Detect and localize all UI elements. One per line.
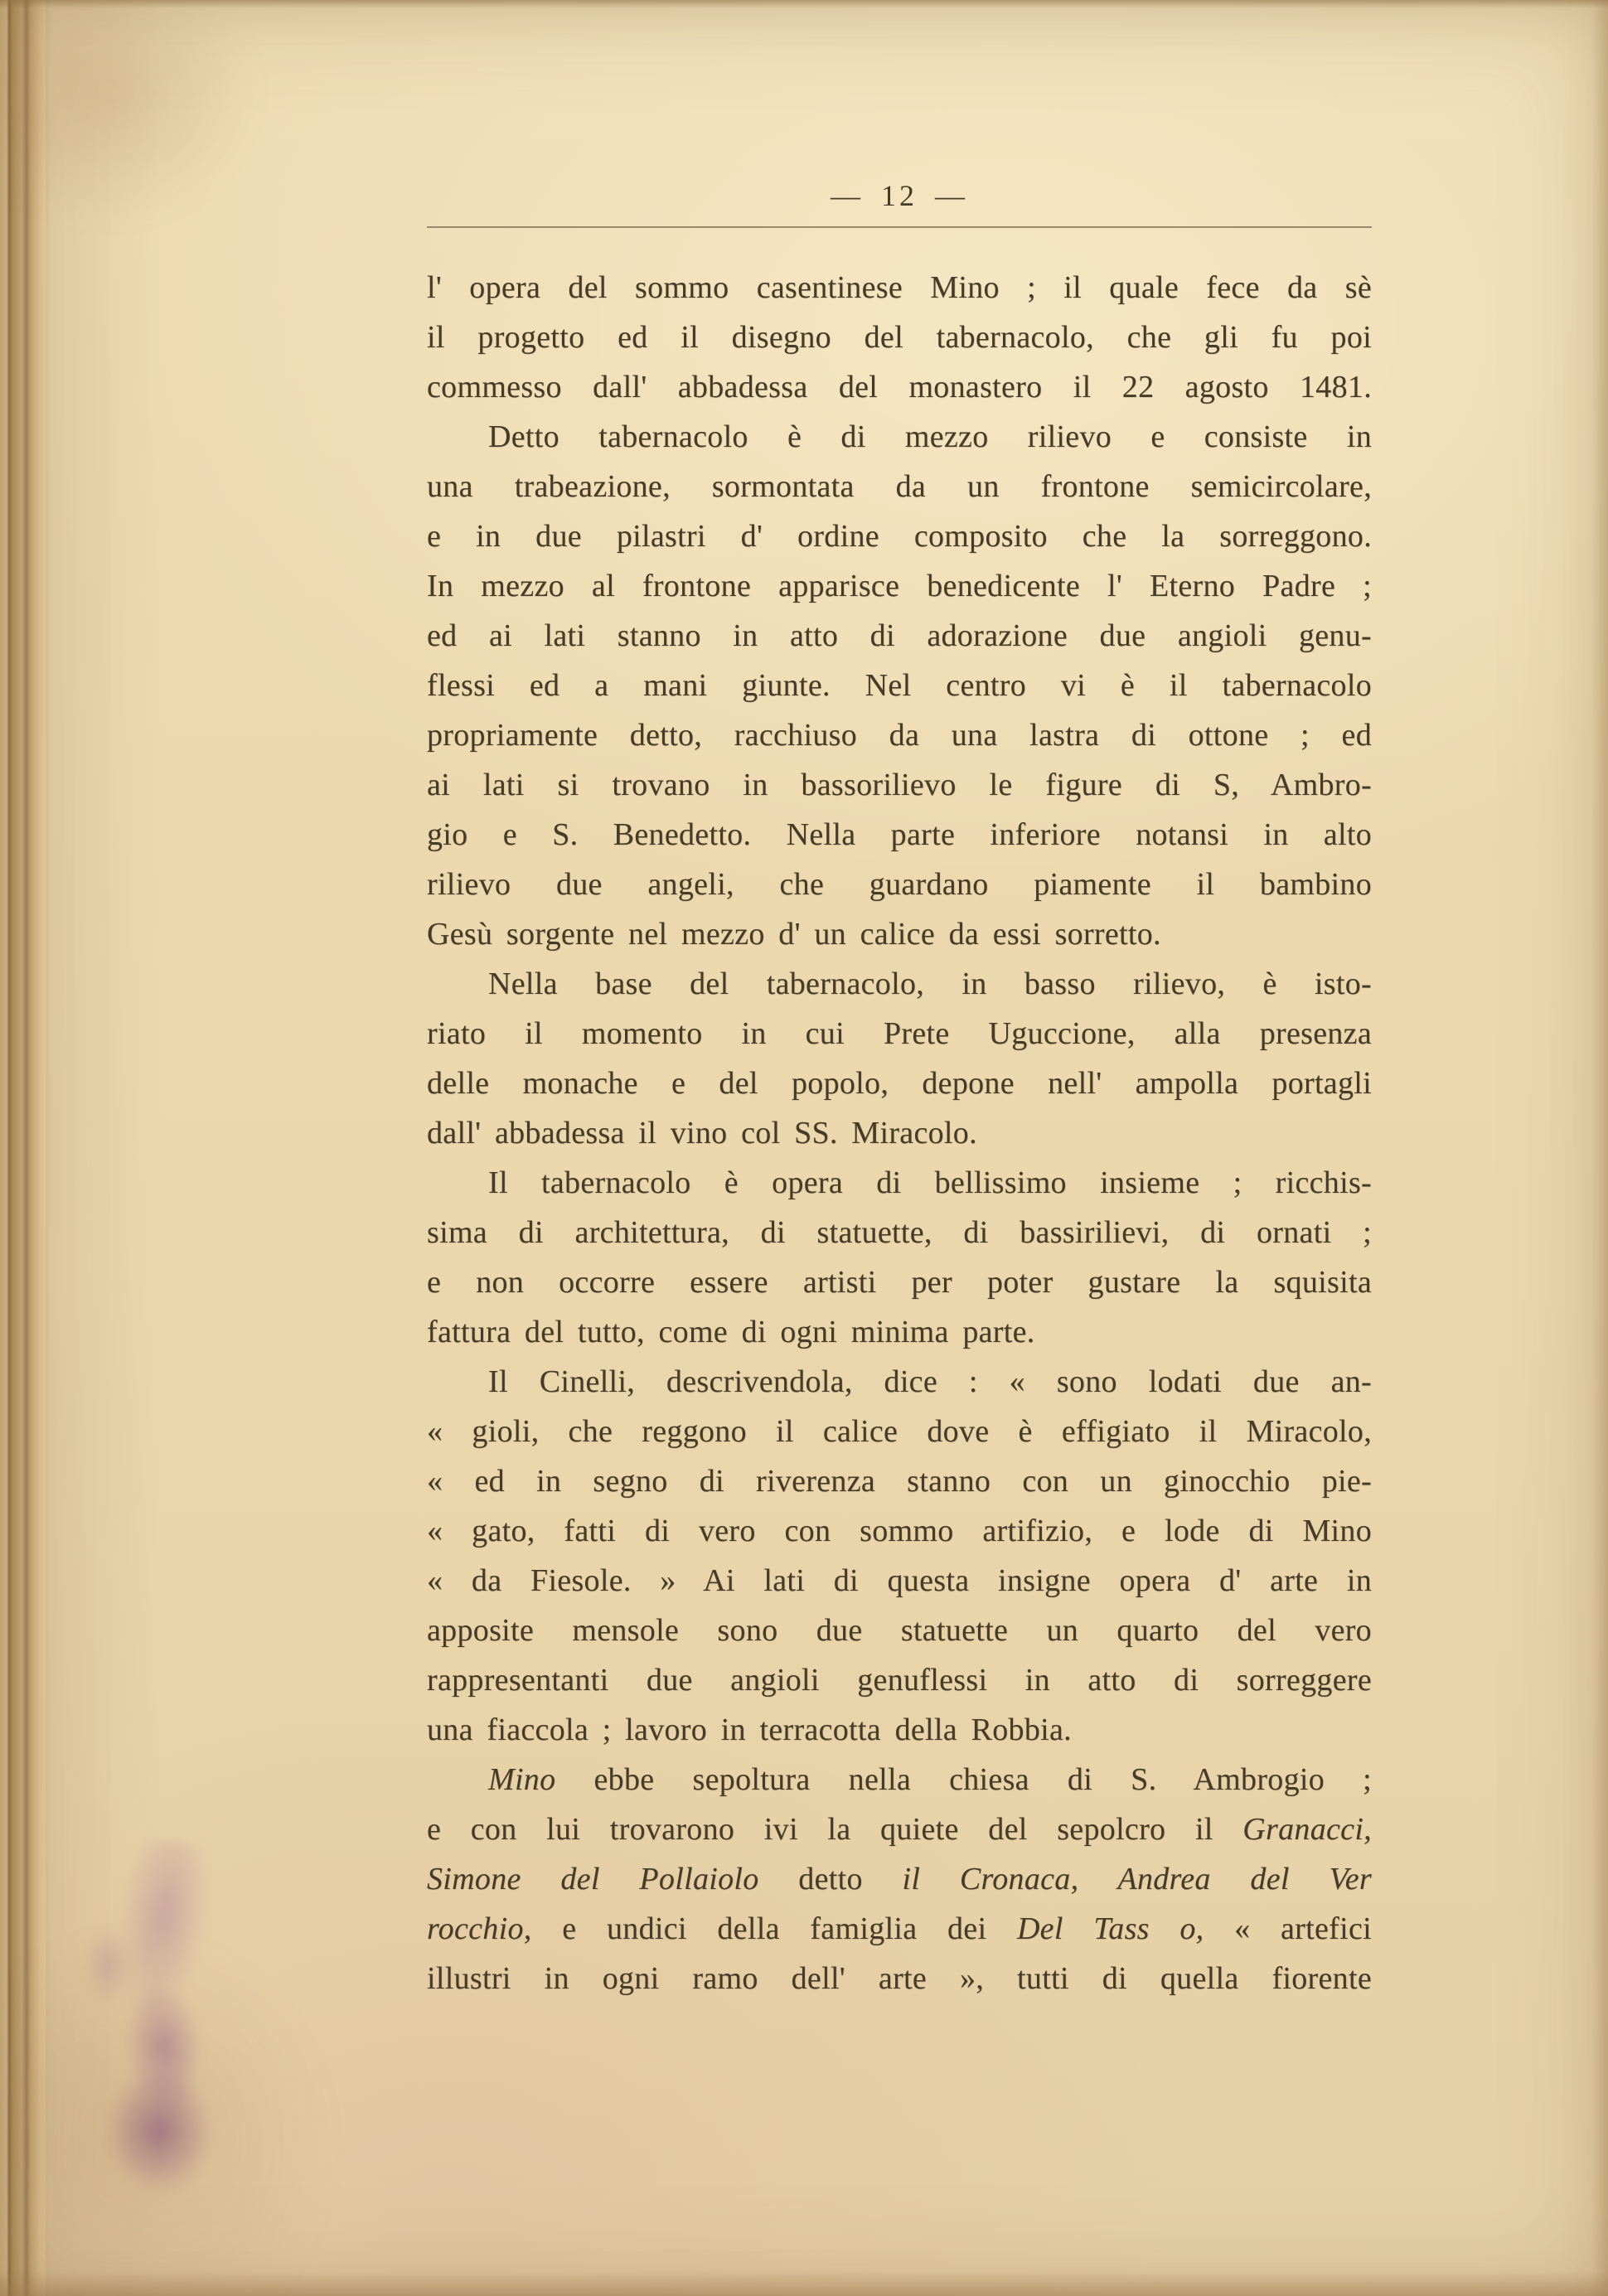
page-edge-right — [1591, 0, 1608, 2296]
text-line: gio e S. Benedetto. Nella parte inferiore notansi in alto — [427, 817, 1372, 852]
text-line: una trabeazione, sormontata da un frontone semicircolare, — [427, 469, 1372, 504]
text-line: ed ai lati stanno in atto di adorazione due angioli genu- — [427, 618, 1372, 653]
ink-stain — [104, 1834, 220, 2027]
paragraph — [427, 263, 1372, 412]
text-line: rocchio, e undici della famiglia dei Del Tass o, « artefici — [427, 1911, 1372, 1946]
page-edge-top — [0, 0, 1608, 8]
text-line: delle monache e del popolo, depone nell' ampolla portagli — [427, 1066, 1372, 1101]
text-line: « gioli, che reggono il calice dove è effigiato il Miracolo, — [427, 1414, 1372, 1449]
page-number: — 12 — — [831, 179, 968, 212]
text-line: dall' abbadessa il vino col SS. Miracolo. — [427, 1116, 977, 1150]
text-line: Il tabernacolo è opera di bellissimo insieme ; ricchis- — [488, 1165, 1372, 1200]
text-line: e non occorre essere artisti per poter gustare la squisita — [427, 1265, 1372, 1300]
text-line: flessi ed a mani giunte. Nel centro vi è il tabernacolo — [427, 668, 1372, 703]
text-line: sima di architettura, di statuette, di bassirilievi, di ornati ; — [427, 1215, 1372, 1250]
ink-stain — [104, 2064, 216, 2197]
text-line: e in due pilastri d' ordine composito che la sorreggono. — [427, 519, 1372, 554]
text-line: Gesù sorgente nel mezzo d' un calice da essi sorretto. — [427, 917, 1161, 952]
paragraph — [427, 959, 1372, 1158]
paper-shading-left — [46, 0, 162, 2296]
text-line: ai lati si trovano in bassorilievo le figure di S, Ambro- — [427, 768, 1372, 802]
text-line: In mezzo al frontone apparisce benedicente l' Eterno Padre ; — [427, 569, 1372, 603]
text-line: una fiaccola ; lavoro in terracotta della Robbia. — [427, 1712, 1072, 1747]
text-line: rappresentanti due angioli genuflessi in atto di sorreggere — [427, 1663, 1372, 1698]
text-line: Simone del Pollaiolo detto il Cronaca, Andrea del Ver — [427, 1862, 1372, 1896]
text-line: « ed in segno di riverenza stanno con un ginocchio pie- — [427, 1464, 1372, 1499]
text-line: commesso dall' abbadessa del monastero il 22 agosto 1481. — [427, 370, 1372, 404]
text-line: Detto tabernacolo è di mezzo rilievo e consiste in — [488, 419, 1372, 454]
page-content — [427, 178, 1372, 2003]
page-edge-left — [0, 0, 51, 2296]
page-edge-bottom — [0, 2271, 1608, 2296]
text-line: l' opera del sommo casentinese Mino ; il quale fece da sè — [427, 270, 1372, 305]
paragraph — [427, 1158, 1372, 1357]
text-line: apposite mensole sono due statuette un quarto del vero — [427, 1613, 1372, 1648]
paragraph — [427, 412, 1372, 959]
text-line: propriamente detto, racchiuso da una lastra di ottone ; ed — [427, 718, 1372, 753]
text-line: riato il momento in cui Prete Uguccione, alla presenza — [427, 1016, 1372, 1051]
paragraph — [427, 1755, 1372, 2003]
paragraph — [427, 1357, 1372, 1755]
ink-stain — [118, 1977, 210, 2117]
text-line: rilievo due angeli, che guardano piamente il bambino — [427, 867, 1372, 902]
text-line: Nella base del tabernacolo, in basso rilievo, è isto- — [488, 966, 1372, 1001]
text-line: « da Fiesole. » Ai lati di questa insigne opera d' arte in — [427, 1563, 1372, 1598]
text-line: Il Cinelli, descrivendola, dice : « sono lodati due an- — [488, 1364, 1372, 1399]
ink-stain — [83, 1923, 133, 2006]
header-rule — [427, 226, 1372, 228]
text-line: fattura del tutto, come di ogni minima parte. — [427, 1315, 1035, 1349]
text-line: e con lui trovarono ivi la quiete del sepolcro il Granacci, — [427, 1812, 1372, 1847]
page-text — [427, 263, 1372, 2003]
text-line: Mino ebbe sepoltura nella chiesa di S. Ambrogio ; — [488, 1762, 1372, 1797]
text-line: illustri in ogni ramo dell' arte », tutti di quella fiorente — [427, 1961, 1372, 1996]
text-line: il progetto ed il disegno del tabernacolo, che gli fu poi — [427, 320, 1372, 355]
text-line: « gato, fatti di vero con sommo artifizio, e lode di Mino — [427, 1514, 1372, 1548]
